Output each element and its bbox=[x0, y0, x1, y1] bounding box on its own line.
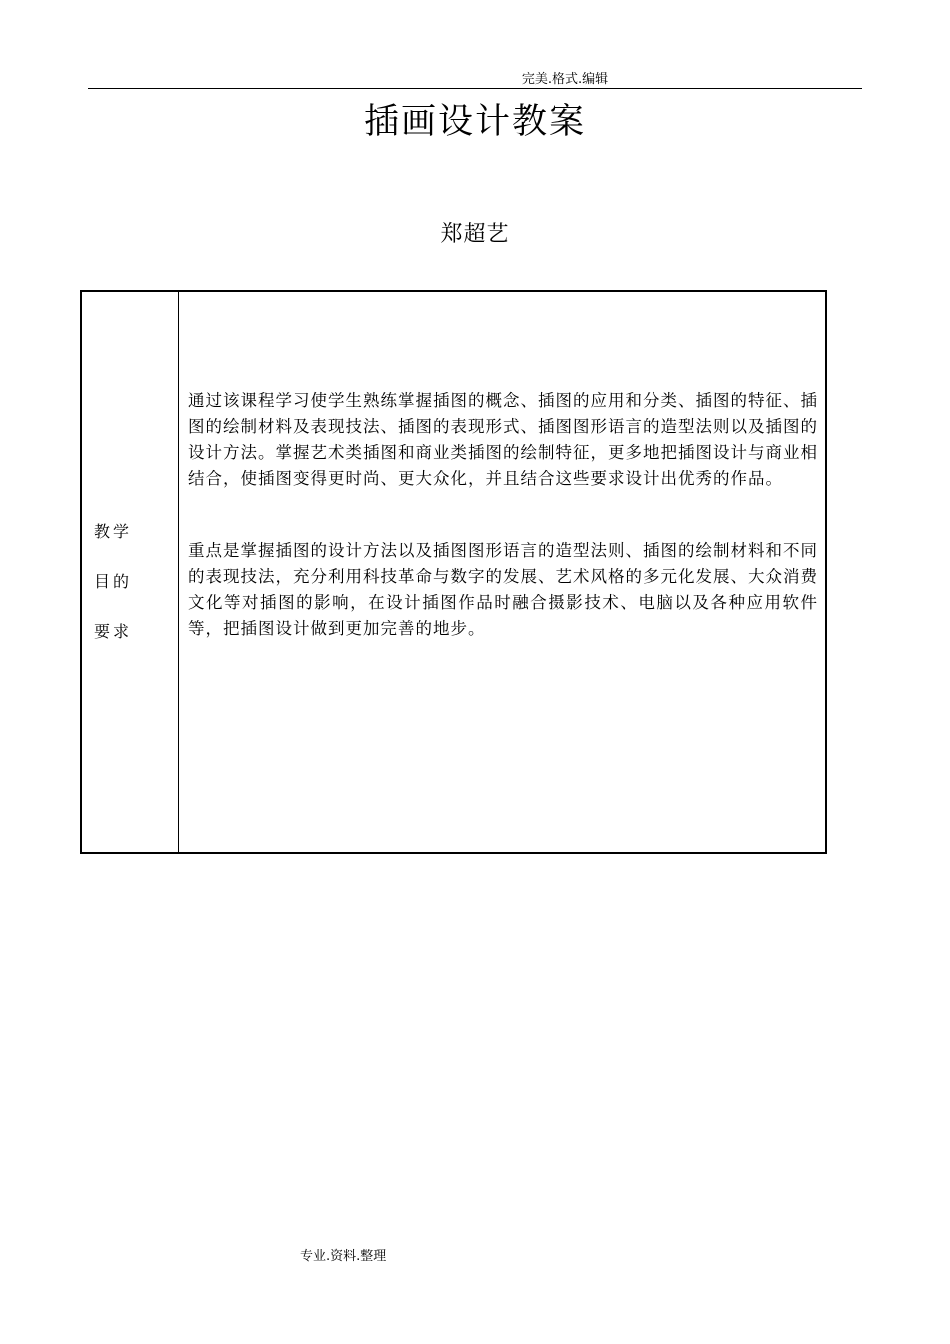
key-points-paragraph: 重点是掌握插图的设计方法以及插图图形语言的造型法则、插图的绘制材料和不同的表现技法，充分利用科技革命与数字的发展、艺术风格的多元化发展、大众消费文化等对插图的影响，在设计插图作品时融合摄影技术、电脑以及各种应用软件等，把插图设计做到更加完善的地步。 bbox=[188, 541, 818, 638]
page-footer-text: 专业.资料.整理 bbox=[300, 1249, 387, 1264]
table-column-divider bbox=[178, 292, 179, 852]
page-header-text: 完美.格式.编辑 bbox=[521, 72, 609, 87]
header-rule bbox=[88, 88, 862, 89]
row-label-line-2: 目的 bbox=[94, 572, 133, 591]
document-title: 插画设计教案 bbox=[363, 102, 586, 142]
row-label-line-1: 教学 bbox=[94, 522, 133, 541]
objectives-paragraph: 通过该课程学习使学生熟练掌握插图的概念、插图的应用和分类、插图的特征、插图的绘制材料及表现技法、插图的表现形式、插图图形语言的造型法则以及插图的设计方法。掌握艺术类插图和商业类插图的绘制特征，更多地把插图设计与商业相结合，使插图变得更时尚、更大众化，并且结合这些要求设计出优秀的作品。 bbox=[188, 391, 818, 488]
teaching-goals-table bbox=[80, 290, 827, 854]
row-label-line-3: 要求 bbox=[94, 622, 133, 641]
document-author: 郑超艺 bbox=[440, 222, 510, 247]
